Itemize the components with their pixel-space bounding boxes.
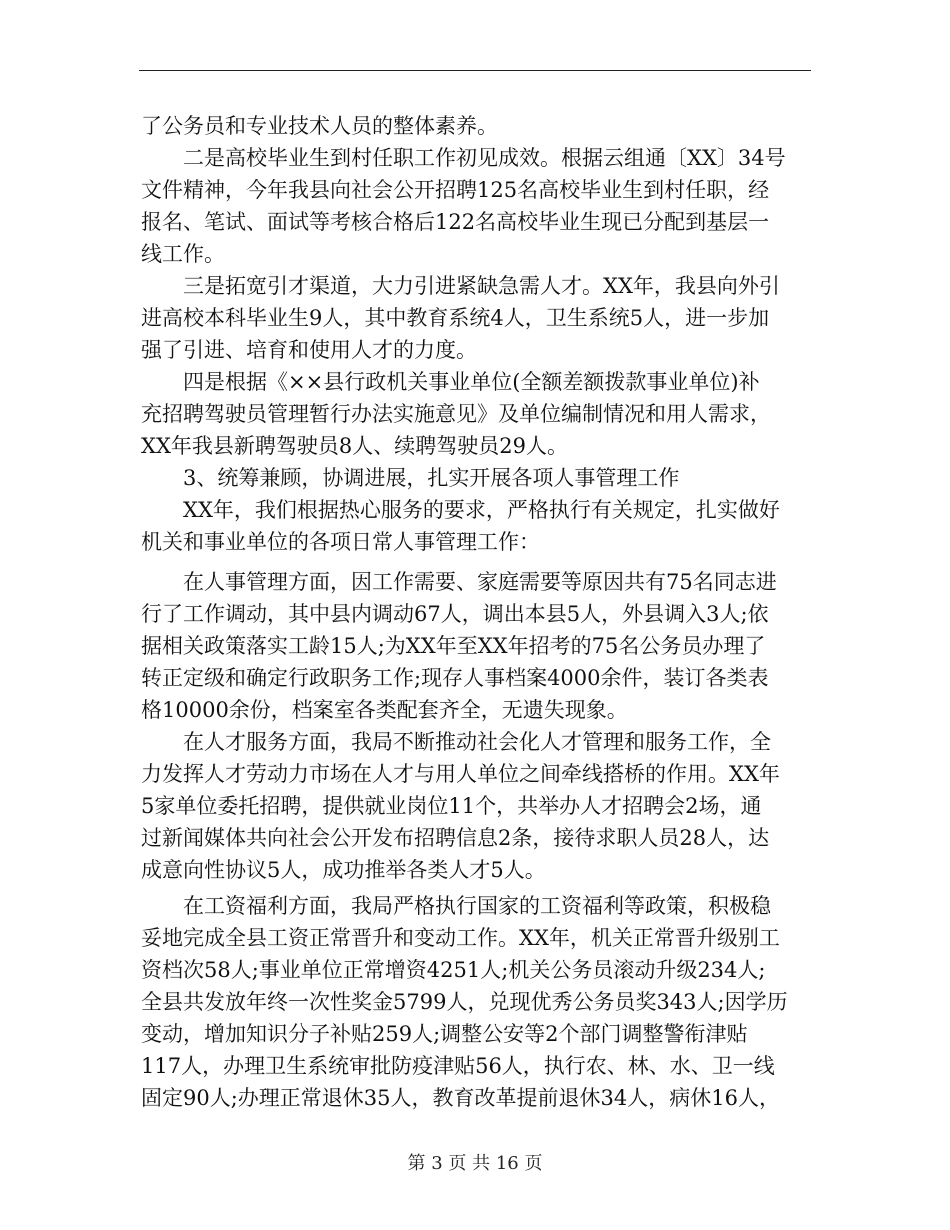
text-line: XX年，我们根据热心服务的要求，严格执行有关规定，扎实做好: [141, 498, 780, 522]
text-line: 线工作。: [141, 242, 225, 266]
text-line: 文件精神，今年我县向社会公开招聘125名高校毕业生到村任职，经: [141, 178, 770, 202]
text-line: 在人事管理方面，因工作需要、家庭需要等原因共有75名同志进: [141, 570, 777, 594]
text-line: 在人才服务方面，我局不断推动社会化人才管理和服务工作，全: [141, 730, 771, 754]
text-line: 据相关政策落实工龄15人;为XX年至XX年招考的75名公务员办理了: [141, 634, 766, 658]
text-line: 了公务员和专业技术人员的整体素养。: [141, 114, 498, 138]
text-line: 三是拓宽引才渠道，大力引进紧缺急需人才。XX年，我县向外引: [141, 274, 780, 298]
text-line: 强了引进、培育和使用人才的力度。: [141, 338, 477, 362]
text-line: 报名、笔试、面试等考核合格后122名高校毕业生现已分配到基层一: [141, 210, 770, 234]
text-line: 转正定级和确定行政职务工作;现存人事档案4000余件，装订各类表: [141, 666, 769, 690]
text-line: 全县共发放年终一次性奖金5799人，兑现优秀公务员奖343人;因学历: [141, 990, 788, 1014]
text-line: 二是高校毕业生到村任职工作初见成效。根据云组通〔XX〕34号: [141, 146, 786, 170]
text-line: 在工资福利方面，我局严格执行国家的工资福利等政策，积极稳: [141, 894, 771, 918]
text-line: 充招聘驾驶员管理暂行办法实施意见》及单位编制情况和用人需求，: [141, 402, 771, 426]
text-line: 进高校本科毕业生9人，其中教育系统4人，卫生系统5人，进一步加: [141, 306, 770, 330]
text-line: 妥地完成全县工资正常晋升和变动工作。XX年，机关正常晋升级别工: [141, 926, 780, 950]
text-line: 四是根据《××县行政机关事业单位(全额差额拨款事业单位)补: [141, 370, 760, 394]
page-number-footer: 第 3 页 共 16 页: [407, 1153, 543, 1174]
text-line: 资档次58人;事业单位正常增资4251人;机关公务员滚动升级234人;: [141, 958, 766, 982]
text-line: 力发挥人才劳动力市场在人才与用人单位之间牵线搭桥的作用。XX年: [141, 762, 780, 786]
text-line: 过新闻媒体共向社会公开发布招聘信息2条，接待求职人员28人，达: [141, 826, 770, 850]
text-line: 格10000余份，档案室各类配套齐全，无遗失现象。: [141, 698, 628, 722]
text-line: 机关和事业单位的各项日常人事管理工作：: [141, 530, 540, 554]
text-line: XX年我县新聘驾驶员8人、续聘驾驶员29人。: [141, 434, 568, 458]
text-line: 行了工作调动，其中县内调动67人，调出本县5人，外县调入3人;依: [141, 602, 769, 626]
text-line: 变动，增加知识分子补贴259人;调整公安等2个部门调整警衔津贴: [141, 1022, 748, 1046]
text-line: 固定90人;办理正常退休35人，教育改革提前退休34人，病休16人，: [141, 1086, 780, 1110]
text-line: 成意向性协议5人，成功推举各类人才5人。: [141, 858, 546, 882]
section-heading: 3、统筹兼顾，协调进展，扎实开展各项人事管理工作: [141, 466, 680, 490]
text-line: 117人，办理卫生系统审批防疫津贴56人，执行农、林、水、卫一线: [141, 1054, 775, 1078]
text-line: 5家单位委托招聘，提供就业岗位11个，共举办人才招聘会2场，通: [141, 794, 762, 818]
